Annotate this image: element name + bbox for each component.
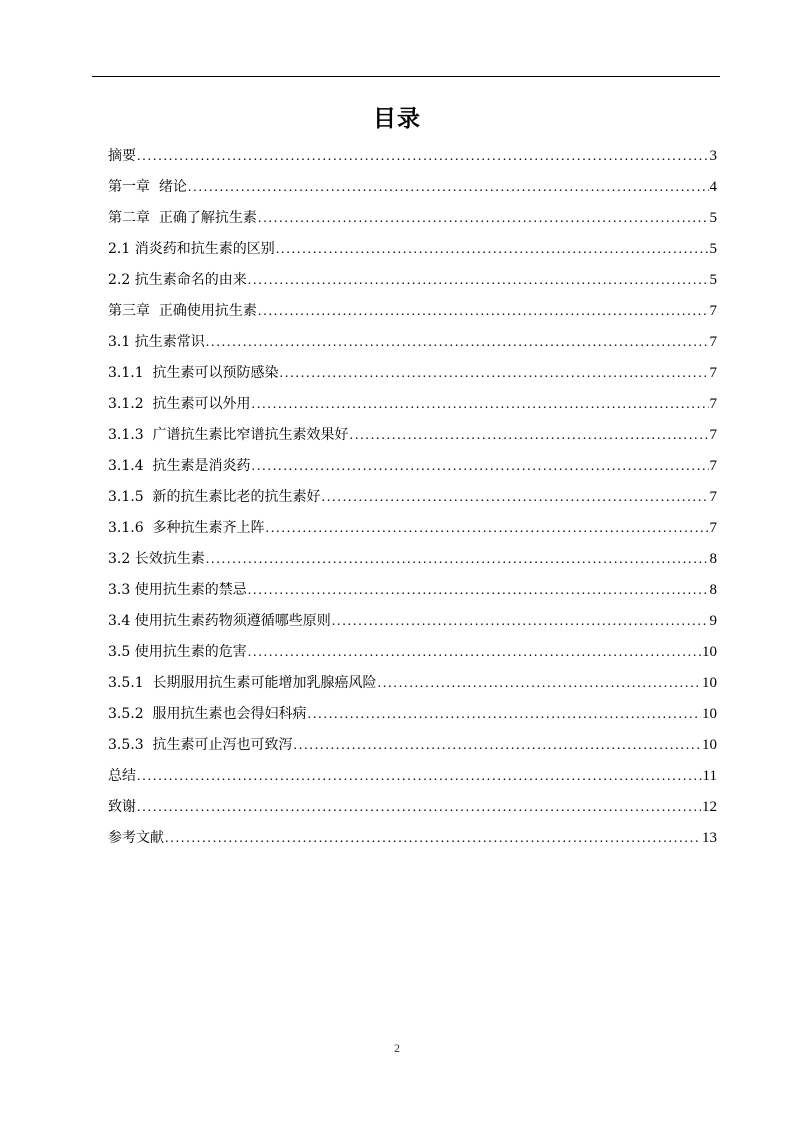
dot-leader bbox=[258, 296, 709, 327]
dot-leader bbox=[294, 730, 701, 761]
toc-entry[interactable] bbox=[108, 234, 717, 265]
toc-entry-label: 3.1.1 抗生素可以预防感染 bbox=[108, 365, 279, 381]
page-title: 目录 bbox=[373, 106, 421, 132]
toc-entry[interactable] bbox=[108, 172, 717, 203]
toc-entry-page: 7 bbox=[709, 334, 717, 350]
toc-entry-label: 第三章 正确使用抗生素 bbox=[108, 303, 257, 319]
toc-entry[interactable] bbox=[108, 451, 717, 482]
toc-entry-page: 10 bbox=[702, 675, 717, 691]
dot-leader bbox=[266, 513, 709, 544]
toc-entry-page: 13 bbox=[702, 830, 717, 846]
dot-leader bbox=[258, 203, 709, 234]
toc-entry[interactable] bbox=[108, 761, 717, 792]
header-rule bbox=[92, 76, 720, 77]
dot-leader bbox=[252, 389, 709, 420]
toc-entry-label: 3.1.3 广谱抗生素比窄谱抗生素效果好 bbox=[108, 427, 349, 443]
toc-entry-label: 3.3 使用抗生素的禁忌 bbox=[108, 582, 247, 598]
toc-entry-page: 5 bbox=[709, 210, 717, 226]
toc-entry-label: 摘要 bbox=[108, 148, 136, 164]
toc-entry-page: 8 bbox=[709, 582, 717, 598]
toc-entry-label: 3.1.5 新的抗生素比老的抗生素好 bbox=[108, 489, 321, 505]
toc-entry-page: 12 bbox=[702, 799, 717, 815]
toc-entry[interactable] bbox=[108, 203, 717, 234]
toc-entry[interactable] bbox=[108, 265, 717, 296]
toc-entry-label: 3.2 长效抗生素 bbox=[108, 551, 205, 567]
dot-leader bbox=[137, 792, 701, 823]
toc-entry-label: 2.1 消炎药和抗生素的区别 bbox=[108, 241, 275, 257]
dot-leader bbox=[137, 761, 702, 792]
toc-entry-page: 7 bbox=[709, 396, 717, 412]
toc-entry-page: 5 bbox=[709, 272, 717, 288]
table-of-contents bbox=[108, 141, 717, 854]
toc-entry[interactable] bbox=[108, 327, 717, 358]
dot-leader bbox=[165, 823, 701, 854]
toc-entry-page: 10 bbox=[702, 737, 717, 753]
toc-entry-page: 7 bbox=[709, 427, 717, 443]
toc-entry-label: 致谢 bbox=[108, 799, 136, 815]
dot-leader bbox=[252, 451, 709, 482]
dot-leader bbox=[332, 606, 709, 637]
toc-entry-page: 7 bbox=[709, 458, 717, 474]
toc-entry-page: 7 bbox=[709, 520, 717, 536]
toc-entry[interactable] bbox=[108, 482, 717, 513]
toc-entry-label: 第二章 正确了解抗生素 bbox=[108, 210, 257, 226]
toc-entry[interactable] bbox=[108, 296, 717, 327]
dot-leader bbox=[248, 637, 701, 668]
dot-leader bbox=[206, 544, 709, 575]
toc-entry[interactable] bbox=[108, 823, 717, 854]
dot-leader bbox=[188, 172, 709, 203]
toc-entry-label: 2.2 抗生素命名的由来 bbox=[108, 272, 247, 288]
dot-leader bbox=[276, 234, 709, 265]
toc-entry-label: 总结 bbox=[108, 768, 136, 784]
toc-entry-label: 3.5.2 服用抗生素也会得妇科病 bbox=[108, 706, 307, 722]
dot-leader bbox=[322, 482, 709, 513]
dot-leader bbox=[248, 575, 709, 606]
toc-entry-label: 参考文献 bbox=[108, 830, 164, 846]
toc-entry-page: 11 bbox=[702, 768, 717, 784]
dot-leader bbox=[378, 668, 701, 699]
toc-entry-label: 3.1.6 多种抗生素齐上阵 bbox=[108, 520, 265, 536]
dot-leader bbox=[137, 141, 709, 172]
toc-entry[interactable] bbox=[108, 575, 717, 606]
toc-entry[interactable] bbox=[108, 637, 717, 668]
toc-entry-page: 7 bbox=[709, 365, 717, 381]
toc-entry-page: 10 bbox=[702, 644, 717, 660]
toc-entry-label: 第一章 绪论 bbox=[108, 179, 187, 195]
toc-entry-page: 3 bbox=[709, 148, 717, 164]
toc-entry-page: 10 bbox=[702, 706, 717, 722]
toc-entry[interactable] bbox=[108, 389, 717, 420]
dot-leader bbox=[280, 358, 709, 389]
toc-entry-label: 3.1.4 抗生素是消炎药 bbox=[108, 458, 251, 474]
toc-entry[interactable] bbox=[108, 792, 717, 823]
toc-entry[interactable] bbox=[108, 513, 717, 544]
toc-entry-label: 3.5.1 长期服用抗生素可能增加乳腺癌风险 bbox=[108, 675, 377, 691]
toc-entry-page: 8 bbox=[709, 551, 717, 567]
toc-entry[interactable] bbox=[108, 420, 717, 451]
toc-entry-page: 9 bbox=[709, 613, 717, 629]
dot-leader bbox=[350, 420, 709, 451]
page-number: 2 bbox=[394, 1041, 400, 1055]
toc-entry-label: 3.5 使用抗生素的危害 bbox=[108, 644, 247, 660]
dot-leader bbox=[248, 265, 709, 296]
toc-entry-page: 7 bbox=[709, 303, 717, 319]
toc-entry[interactable] bbox=[108, 699, 717, 730]
toc-entry-label: 3.1 抗生素常识 bbox=[108, 334, 205, 350]
toc-entry[interactable] bbox=[108, 668, 717, 699]
toc-entry-label: 3.4 使用抗生素药物须遵循哪些原则 bbox=[108, 613, 331, 629]
toc-entry-page: 7 bbox=[709, 489, 717, 505]
toc-entry[interactable] bbox=[108, 358, 717, 389]
toc-entry-page: 5 bbox=[709, 241, 717, 257]
dot-leader bbox=[308, 699, 701, 730]
toc-entry[interactable] bbox=[108, 730, 717, 761]
dot-leader bbox=[206, 327, 709, 358]
toc-entry-label: 3.5.3 抗生素可止泻也可致泻 bbox=[108, 737, 293, 753]
toc-entry-label: 3.1.2 抗生素可以外用 bbox=[108, 396, 251, 412]
toc-entry-page: 4 bbox=[709, 179, 717, 195]
toc-entry[interactable] bbox=[108, 544, 717, 575]
toc-entry[interactable] bbox=[108, 606, 717, 637]
toc-entry[interactable] bbox=[108, 141, 717, 172]
